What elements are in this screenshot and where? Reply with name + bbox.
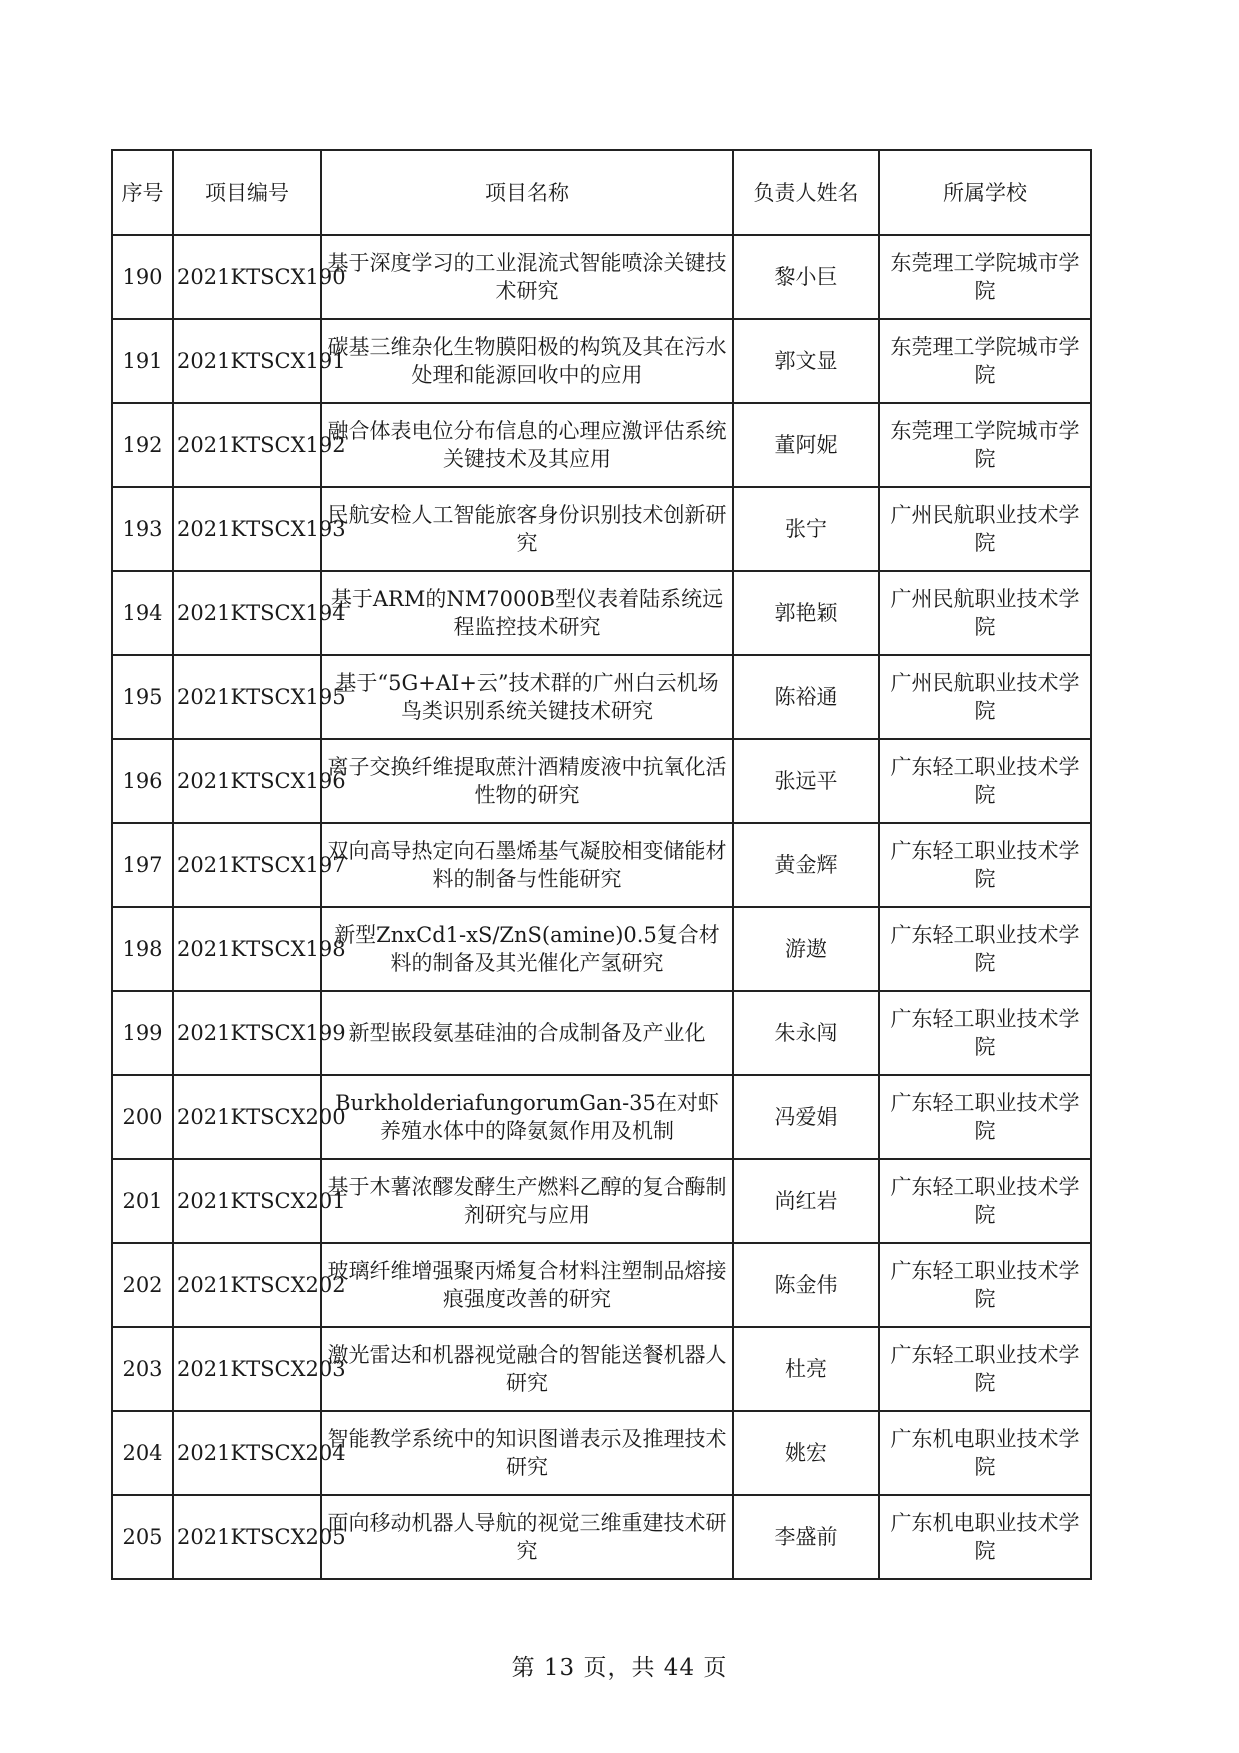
cell-person-name: 董阿妮 (733, 403, 879, 487)
table-row (112, 319, 1091, 403)
cell-project-name: 激光雷达和机器视觉融合的智能送餐机器人研究 (321, 1327, 733, 1411)
cell-project-code: 2021KTSCX202 (173, 1243, 321, 1327)
cell-project-name: 碳基三维杂化生物膜阳极的构筑及其在污水处理和能源回收中的应用 (321, 319, 733, 403)
cell-person-name: 陈金伟 (733, 1243, 879, 1327)
cell-person-name: 游遨 (733, 907, 879, 991)
cell-index: 205 (112, 1495, 173, 1579)
cell-index: 204 (112, 1411, 173, 1495)
cell-project-code: 2021KTSCX194 (173, 571, 321, 655)
cell-index: 195 (112, 655, 173, 739)
header-project-code: 项目编号 (173, 150, 321, 235)
header-person-name: 负责人姓名 (733, 150, 879, 235)
cell-project-name: 面向移动机器人导航的视觉三维重建技术研究 (321, 1495, 733, 1579)
cell-school: 广东轻工职业技术学院 (879, 1075, 1091, 1159)
project-table (111, 149, 1092, 1580)
cell-index: 194 (112, 571, 173, 655)
cell-project-name: 基于深度学习的工业混流式智能喷涂关键技术研究 (321, 235, 733, 319)
cell-person-name: 杜亮 (733, 1327, 879, 1411)
cell-project-name: 新型ZnxCd1-xS/ZnS(amine)0.5复合材料的制备及其光催化产氢研究 (321, 907, 733, 991)
cell-project-name: 新型嵌段氨基硅油的合成制备及产业化 (321, 991, 733, 1075)
cell-school: 广东轻工职业技术学院 (879, 1327, 1091, 1411)
cell-school: 东莞理工学院城市学院 (879, 235, 1091, 319)
cell-school: 广州民航职业技术学院 (879, 655, 1091, 739)
cell-index: 202 (112, 1243, 173, 1327)
table-row (112, 487, 1091, 571)
cell-index: 196 (112, 739, 173, 823)
project-table-body (112, 150, 1091, 1579)
table-row (112, 1327, 1091, 1411)
cell-index: 191 (112, 319, 173, 403)
cell-project-code: 2021KTSCX192 (173, 403, 321, 487)
cell-person-name: 张宁 (733, 487, 879, 571)
cell-project-code: 2021KTSCX205 (173, 1495, 321, 1579)
cell-school: 广东机电职业技术学院 (879, 1411, 1091, 1495)
cell-index: 193 (112, 487, 173, 571)
cell-school: 东莞理工学院城市学院 (879, 319, 1091, 403)
cell-school: 广东机电职业技术学院 (879, 1495, 1091, 1579)
cell-project-name: 融合体表电位分布信息的心理应激评估系统关键技术及其应用 (321, 403, 733, 487)
table-row (112, 907, 1091, 991)
table-row (112, 823, 1091, 907)
cell-person-name: 郭艳颖 (733, 571, 879, 655)
cell-school: 广东轻工职业技术学院 (879, 907, 1091, 991)
cell-person-name: 李盛前 (733, 1495, 879, 1579)
cell-project-name: 智能教学系统中的知识图谱表示及推理技术研究 (321, 1411, 733, 1495)
cell-project-code: 2021KTSCX191 (173, 319, 321, 403)
cell-project-code: 2021KTSCX190 (173, 235, 321, 319)
cell-project-code: 2021KTSCX198 (173, 907, 321, 991)
cell-school: 广东轻工职业技术学院 (879, 823, 1091, 907)
cell-school: 广东轻工职业技术学院 (879, 991, 1091, 1075)
cell-index: 192 (112, 403, 173, 487)
cell-school: 广东轻工职业技术学院 (879, 1243, 1091, 1327)
cell-project-name: 离子交换纤维提取蔗汁酒精废液中抗氧化活性物的研究 (321, 739, 733, 823)
cell-index: 201 (112, 1159, 173, 1243)
table-row (112, 739, 1091, 823)
cell-project-code: 2021KTSCX195 (173, 655, 321, 739)
table-row (112, 1411, 1091, 1495)
header-project-name: 项目名称 (321, 150, 733, 235)
table-header-row (112, 150, 1091, 235)
cell-person-name: 朱永闯 (733, 991, 879, 1075)
table-row (112, 1243, 1091, 1327)
page-number-footer: 第 13 页，共 44 页 (511, 1655, 728, 1681)
table-row (112, 571, 1091, 655)
table-row (112, 1075, 1091, 1159)
cell-person-name: 张远平 (733, 739, 879, 823)
cell-project-name: BurkholderiafungorumGan-35在对虾养殖水体中的降氨氮作用及机制 (321, 1075, 733, 1159)
cell-project-name: 民航安检人工智能旅客身份识别技术创新研究 (321, 487, 733, 571)
table-row (112, 1159, 1091, 1243)
cell-person-name: 姚宏 (733, 1411, 879, 1495)
cell-project-name: 基于ARM的NM7000B型仪表着陆系统远程监控技术研究 (321, 571, 733, 655)
cell-project-code: 2021KTSCX199 (173, 991, 321, 1075)
cell-person-name: 郭文显 (733, 319, 879, 403)
cell-index: 199 (112, 991, 173, 1075)
cell-project-code: 2021KTSCX204 (173, 1411, 321, 1495)
cell-person-name: 尚红岩 (733, 1159, 879, 1243)
cell-index: 198 (112, 907, 173, 991)
cell-project-code: 2021KTSCX200 (173, 1075, 321, 1159)
cell-project-code: 2021KTSCX203 (173, 1327, 321, 1411)
header-index: 序号 (112, 150, 173, 235)
table-row (112, 1495, 1091, 1579)
cell-index: 200 (112, 1075, 173, 1159)
cell-school: 广东轻工职业技术学院 (879, 1159, 1091, 1243)
cell-index: 203 (112, 1327, 173, 1411)
cell-school: 东莞理工学院城市学院 (879, 403, 1091, 487)
cell-project-name: 基于“5G+AI+云”技术群的广州白云机场鸟类识别系统关键技术研究 (321, 655, 733, 739)
cell-project-code: 2021KTSCX197 (173, 823, 321, 907)
cell-project-code: 2021KTSCX193 (173, 487, 321, 571)
cell-school: 广东轻工职业技术学院 (879, 739, 1091, 823)
cell-person-name: 黄金辉 (733, 823, 879, 907)
cell-project-name: 玻璃纤维增强聚丙烯复合材料注塑制品熔接痕强度改善的研究 (321, 1243, 733, 1327)
cell-person-name: 陈裕通 (733, 655, 879, 739)
cell-project-code: 2021KTSCX196 (173, 739, 321, 823)
table-row (112, 991, 1091, 1075)
header-school: 所属学校 (879, 150, 1091, 235)
cell-index: 197 (112, 823, 173, 907)
cell-project-name: 基于木薯浓醪发酵生产燃料乙醇的复合酶制剂研究与应用 (321, 1159, 733, 1243)
cell-project-name: 双向高导热定向石墨烯基气凝胶相变储能材料的制备与性能研究 (321, 823, 733, 907)
cell-person-name: 冯爱娟 (733, 1075, 879, 1159)
cell-project-code: 2021KTSCX201 (173, 1159, 321, 1243)
table-row (112, 403, 1091, 487)
cell-index: 190 (112, 235, 173, 319)
cell-school: 广州民航职业技术学院 (879, 571, 1091, 655)
cell-person-name: 黎小巨 (733, 235, 879, 319)
table-row (112, 655, 1091, 739)
cell-school: 广州民航职业技术学院 (879, 487, 1091, 571)
table-row (112, 235, 1091, 319)
